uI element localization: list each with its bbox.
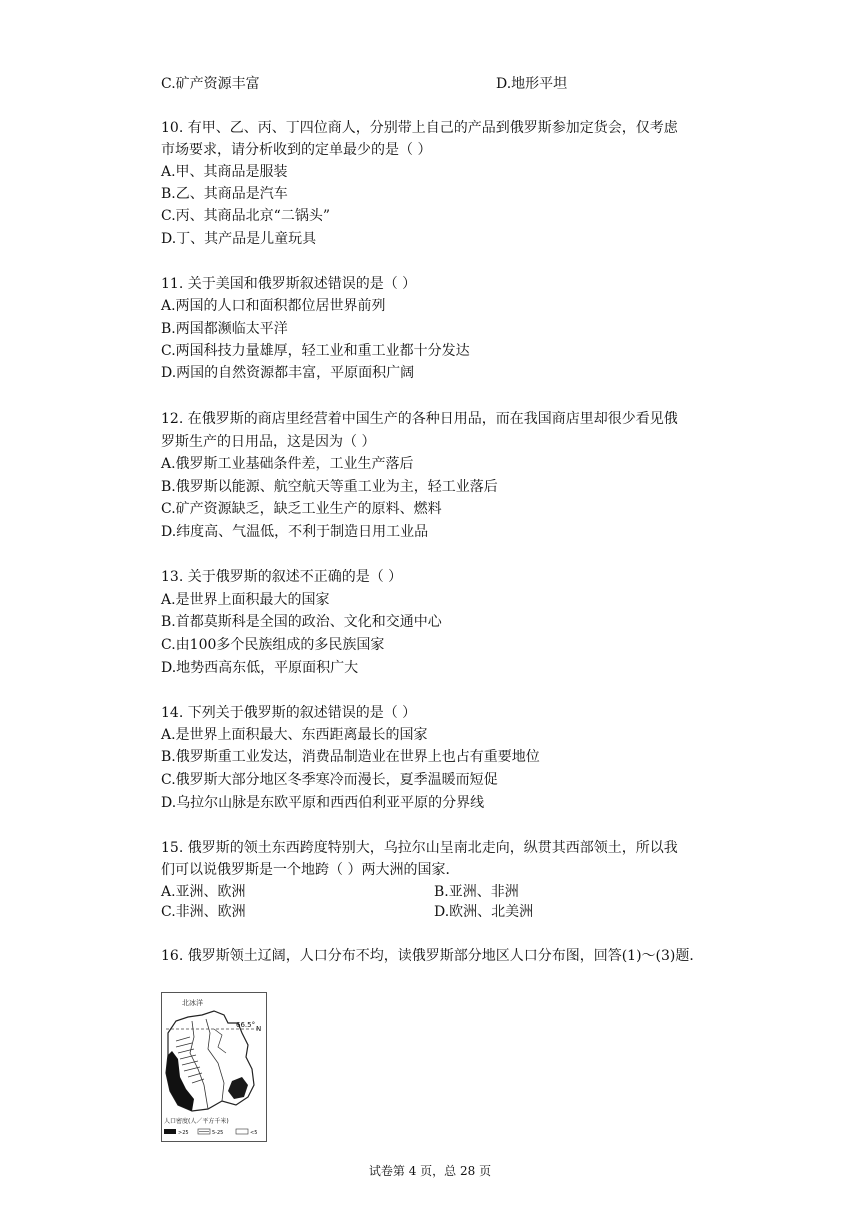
population-density-map bbox=[161, 992, 267, 1142]
q15-option-b: B.亚洲、非洲 bbox=[434, 884, 519, 900]
q14-option-b: B.俄罗斯重工业发达，消费品制造业在世界上也占有重要地位 bbox=[161, 749, 540, 765]
q14-option-d: D.乌拉尔山脉是东欧平原和西西伯利亚平原的分界线 bbox=[161, 795, 485, 811]
q12-option-b: B.俄罗斯以能源、航空航天等重工业为主，轻工业落后 bbox=[161, 479, 498, 495]
map-ocean-label: 北冰洋 bbox=[182, 999, 203, 1007]
q11-option-b: B.两国都濒临太平洋 bbox=[161, 321, 288, 337]
q13-stem: 13. 关于俄罗斯的叙述不正确的是（ ） bbox=[161, 569, 403, 585]
q10-option-a: A.甲、其商品是服装 bbox=[161, 164, 288, 180]
q12-stem-line2: 罗斯生产的日用品，这是因为（ ） bbox=[161, 434, 376, 450]
q9-option-d: D.地形平坦 bbox=[496, 76, 568, 92]
q15-stem-line1: 15. 俄罗斯的领土东西跨度特别大，乌拉尔山呈南北走向，纵贯其西部领土，所以我 bbox=[161, 840, 678, 856]
q13-option-c: C.由100多个民族组成的多民族国家 bbox=[161, 637, 385, 653]
q10-stem-line2: 市场要求，请分析收到的定单最少的是（ ） bbox=[161, 142, 432, 158]
q14-option-c: C.俄罗斯大部分地区冬季寒冷而漫长，夏季温暖而短促 bbox=[161, 772, 498, 788]
q12-stem-line1: 12. 在俄罗斯的商店里经营着中国生产的各种日用品，而在我国商店里却很少看见俄 bbox=[161, 411, 678, 427]
q11-stem: 11. 关于美国和俄罗斯叙述错误的是（ ） bbox=[161, 276, 417, 292]
q15-option-c: C.非洲、欧洲 bbox=[161, 904, 246, 920]
q14-option-a: A.是世界上面积最大、东西距离最长的国家 bbox=[161, 727, 428, 743]
map-legend-swatch-low bbox=[236, 1129, 248, 1134]
page-footer: 试卷第 4 页，总 28 页 bbox=[368, 1164, 492, 1178]
map-latitude-label: 66.5° bbox=[236, 1021, 256, 1029]
q16-stem: 16. 俄罗斯领土辽阔，人口分布不均，读俄罗斯部分地区人口分布图，回答(1)～(3)题． bbox=[161, 948, 704, 964]
q10-option-d: D.丁、其产品是儿童玩具 bbox=[161, 231, 317, 247]
q15-option-a: A.亚洲、欧洲 bbox=[161, 884, 246, 900]
map-legend-label-medium: 5-25 bbox=[212, 1130, 224, 1136]
q13-option-a: A.是世界上面积最大的国家 bbox=[161, 592, 330, 608]
q15-option-d: D.欧洲、北美洲 bbox=[434, 904, 534, 920]
map-legend-label-high: >25 bbox=[178, 1130, 189, 1136]
q13-option-b: B.首都莫斯科是全国的政治、文化和交通中心 bbox=[161, 614, 442, 630]
q11-option-c: C.两国科技力量雄厚，轻工业和重工业都十分发达 bbox=[161, 343, 470, 359]
q12-option-d: D.纬度高、气温低，不利于制造日用工业品 bbox=[161, 524, 429, 540]
q11-option-d: D.两国的自然资源都丰富，平原面积广阔 bbox=[161, 365, 415, 381]
q15-stem-line2: 们可以说俄罗斯是一个地跨（ ）两大洲的国家． bbox=[161, 862, 460, 878]
map-legend-title: 人口密度(人／平方千米) bbox=[164, 1118, 229, 1125]
q10-stem-line1: 10. 有甲、乙、丙、丁四位商人，分别带上自己的产品到俄罗斯参加定货会，仅考虑 bbox=[161, 120, 678, 136]
q11-option-a: A.两国的人口和面积都位居世界前列 bbox=[161, 298, 386, 314]
q12-option-a: A.俄罗斯工业基础条件差，工业生产落后 bbox=[161, 456, 414, 472]
q13-option-d: D.地势西高东低，平原面积广大 bbox=[161, 660, 359, 676]
q14-stem: 14. 下列关于俄罗斯的叙述错误的是（ ） bbox=[161, 705, 417, 721]
q9-option-c: C.矿产资源丰富 bbox=[161, 76, 260, 92]
map-north-label: N bbox=[256, 1025, 262, 1033]
map-legend-swatch-high bbox=[164, 1129, 176, 1134]
q12-option-c: C.矿产资源缺乏，缺乏工业生产的原料、燃料 bbox=[161, 501, 442, 517]
q10-option-b: B.乙、其商品是汽车 bbox=[161, 186, 288, 202]
q10-option-c: C.丙、其商品北京“二锅头” bbox=[161, 208, 330, 224]
map-legend-label-low: <5 bbox=[250, 1130, 258, 1136]
